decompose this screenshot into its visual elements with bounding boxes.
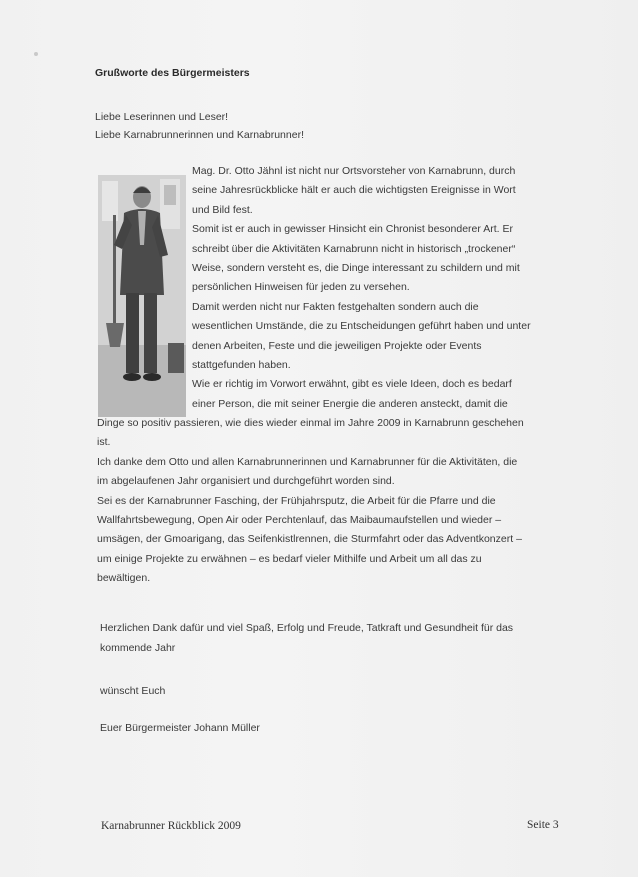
body-line: Weise, sondern versteht es, die Dinge interessant zu schildern und mit — [192, 261, 520, 274]
body-line: schreibt über die Aktivitäten Karnabrunn nicht in historisch „trockener“ — [192, 242, 516, 255]
body-line: ist. — [97, 436, 111, 449]
body-line: im abgelaufenen Jahr organisiert und durchgeführt worden sind. — [97, 475, 395, 488]
body-line: einer Person, die mit seiner Energie die anderen ansteckt, damit die — [192, 397, 508, 410]
body-line: Ich danke dem Otto und allen Karnabrunnerinnen und Karnabrunner für die Aktivitäten, die — [97, 455, 518, 468]
body-line: umsägen, der Gmoarigang, das Seifenkistlrennen, die Sturmfahrt oder das Adventkonzert – — [97, 533, 522, 546]
body-line: Wallfahrtsbewegung, Open Air oder Perchtenlauf, das Maibaumaufstellen und wieder – — [97, 513, 502, 526]
body-line: Sei es der Karnabrunner Fasching, der Frühjahrsputz, die Arbeit für die Pfarre und die — [97, 494, 496, 507]
body-paragraph-full — [97, 414, 524, 589]
body-line: Somit ist er auch in gewisser Hinsicht ein Chronist besonderer Art. Er — [192, 223, 513, 236]
body-line: um einige Projekte zu erwähnen – es bedarf vieler Mithilfe und Arbeit um all das zu — [97, 552, 482, 565]
body-line: Wie er richtig im Vorwort erwähnt, gibt es viele Ideen, doch es bedarf — [192, 378, 512, 391]
body-line: Damit werden nicht nur Fakten festgehalten sondern auch die — [192, 300, 479, 313]
portrait-illustration — [98, 175, 186, 417]
greeting-line-1: Liebe Leserinnen und Leser! — [95, 111, 229, 123]
body-line: stattgefunden haben. — [192, 358, 291, 371]
portrait-photo — [98, 175, 186, 417]
page-heading: Grußworte des Bürgermeisters — [95, 67, 250, 79]
greeting-line-2: Liebe Karnabrunnerinnen und Karnabrunner! — [95, 129, 304, 141]
closing-thanks-line-1: Herzlichen Dank dafür und viel Spaß, Erfolg und Freude, Tatkraft und Gesundheit für das — [100, 622, 514, 634]
body-paragraph-wrapped — [192, 162, 531, 414]
body-line: Dinge so positiv passieren, wie dies wieder einmal im Jahre 2009 in Karnabrunn geschehen — [97, 417, 524, 429]
body-line: Mag. Dr. Otto Jähnl ist nicht nur Ortsvorsteher von Karnabrunn, durch — [192, 165, 516, 177]
body-line: und Bild fest. — [192, 203, 253, 216]
body-line: denen Arbeiten, Feste und die jeweiligen Projekte oder Events — [192, 339, 482, 352]
body-line: seine Jahresrückblicke hält er auch die wichtigsten Ereignisse in Wort — [192, 184, 516, 197]
footer-page-number: Seite 3 — [527, 819, 559, 831]
scan-speck — [34, 52, 38, 56]
body-line: persönlichen Hinweisen für jeden zu versehen. — [192, 281, 410, 294]
body-line: wesentlichen Umstände, die zu Entscheidungen geführt haben und unter — [192, 320, 531, 333]
signature: Euer Bürgermeister Johann Müller — [100, 722, 260, 734]
body-line: bewältigen. — [97, 572, 151, 585]
footer-publication: Karnabrunner Rückblick 2009 — [101, 820, 241, 832]
closing-wish: wünscht Euch — [100, 685, 166, 697]
closing-thanks-line-2: kommende Jahr — [100, 642, 176, 654]
